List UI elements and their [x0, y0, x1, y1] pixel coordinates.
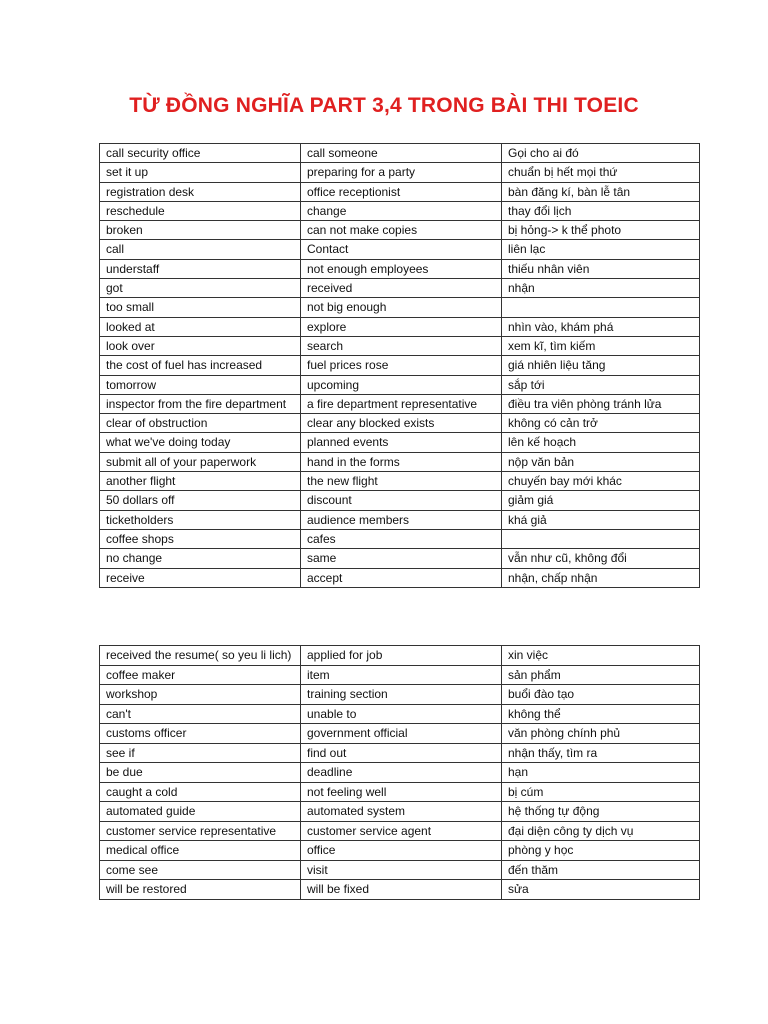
synonym-table-1-body [100, 144, 700, 588]
cell-english-phrase: reschedule [100, 201, 301, 220]
cell-english-phrase: no change [100, 549, 301, 568]
table-row [100, 336, 700, 355]
cell-synonym-phrase: explore [301, 317, 502, 336]
cell-synonym-phrase: customer service agent [301, 821, 502, 841]
cell-english-phrase: receive [100, 568, 301, 587]
cell-synonym-phrase: the new flight [301, 472, 502, 491]
cell-english-phrase: be due [100, 763, 301, 783]
cell-english-phrase: can't [100, 704, 301, 724]
cell-english-phrase: another flight [100, 472, 301, 491]
cell-english-phrase: got [100, 279, 301, 298]
cell-english-phrase: see if [100, 743, 301, 763]
cell-synonym-phrase: not big enough [301, 298, 502, 317]
cell-vietnamese-meaning: vẫn như cũ, không đổi [502, 549, 700, 568]
cell-english-phrase: customer service representative [100, 821, 301, 841]
table-row [100, 356, 700, 375]
cell-vietnamese-meaning: nhận thấy, tìm ra [502, 743, 700, 763]
cell-synonym-phrase: Contact [301, 240, 502, 259]
table-row [100, 259, 700, 278]
cell-english-phrase: set it up [100, 163, 301, 182]
table-row [100, 221, 700, 240]
table-row [100, 144, 700, 163]
cell-vietnamese-meaning: không có cản trở [502, 414, 700, 433]
cell-english-phrase: call [100, 240, 301, 259]
cell-english-phrase: tomorrow [100, 375, 301, 394]
table-row [100, 163, 700, 182]
cell-synonym-phrase: change [301, 201, 502, 220]
cell-vietnamese-meaning: hệ thống tự động [502, 802, 700, 822]
cell-vietnamese-meaning: giảm giá [502, 491, 700, 510]
cell-synonym-phrase: clear any blocked exists [301, 414, 502, 433]
cell-english-phrase: medical office [100, 841, 301, 861]
table-row [100, 298, 700, 317]
table-row [100, 433, 700, 452]
table-row [100, 182, 700, 201]
table-row [100, 841, 700, 861]
cell-synonym-phrase: deadline [301, 763, 502, 783]
cell-synonym-phrase: office [301, 841, 502, 861]
cell-vietnamese-meaning: khá giả [502, 510, 700, 529]
cell-vietnamese-meaning: sắp tới [502, 375, 700, 394]
table-row [100, 549, 700, 568]
cell-english-phrase: coffee shops [100, 529, 301, 548]
cell-vietnamese-meaning [502, 529, 700, 548]
cell-vietnamese-meaning: buổi đào tạo [502, 685, 700, 705]
table-row [100, 568, 700, 587]
cell-synonym-phrase: hand in the forms [301, 452, 502, 471]
synonym-table-2 [99, 645, 700, 900]
table-row [100, 529, 700, 548]
table-row [100, 375, 700, 394]
cell-synonym-phrase: not enough employees [301, 259, 502, 278]
table-row [100, 665, 700, 685]
cell-synonym-phrase: a fire department representative [301, 394, 502, 413]
table-row [100, 510, 700, 529]
table-row [100, 201, 700, 220]
cell-synonym-phrase: not feeling well [301, 782, 502, 802]
table-row [100, 491, 700, 510]
cell-synonym-phrase: fuel prices rose [301, 356, 502, 375]
cell-synonym-phrase: find out [301, 743, 502, 763]
cell-vietnamese-meaning: đến thăm [502, 860, 700, 880]
cell-vietnamese-meaning: thiếu nhân viên [502, 259, 700, 278]
table-row [100, 279, 700, 298]
table-row [100, 240, 700, 259]
cell-english-phrase: what we've doing today [100, 433, 301, 452]
cell-synonym-phrase: office receptionist [301, 182, 502, 201]
cell-english-phrase: clear of obstruction [100, 414, 301, 433]
cell-english-phrase: customs officer [100, 724, 301, 744]
cell-synonym-phrase: cafes [301, 529, 502, 548]
cell-english-phrase: broken [100, 221, 301, 240]
cell-synonym-phrase: can not make copies [301, 221, 502, 240]
cell-english-phrase: ticketholders [100, 510, 301, 529]
cell-english-phrase: understaff [100, 259, 301, 278]
cell-synonym-phrase: applied for job [301, 646, 502, 666]
cell-english-phrase: looked at [100, 317, 301, 336]
table-row [100, 880, 700, 900]
cell-synonym-phrase: call someone [301, 144, 502, 163]
cell-vietnamese-meaning: phòng y học [502, 841, 700, 861]
document-title: TỪ ĐỒNG NGHĨA PART 3,4 TRONG BÀI THI TOEIC [129, 94, 639, 117]
cell-synonym-phrase: unable to [301, 704, 502, 724]
table-row [100, 472, 700, 491]
cell-synonym-phrase: training section [301, 685, 502, 705]
cell-english-phrase: the cost of fuel has increased [100, 356, 301, 375]
table-row [100, 743, 700, 763]
cell-synonym-phrase: search [301, 336, 502, 355]
cell-synonym-phrase: item [301, 665, 502, 685]
cell-vietnamese-meaning: Gọi cho ai đó [502, 144, 700, 163]
cell-english-phrase: received the resume( so yeu li lich) [100, 646, 301, 666]
cell-synonym-phrase: same [301, 549, 502, 568]
cell-vietnamese-meaning: không thể [502, 704, 700, 724]
cell-english-phrase: coffee maker [100, 665, 301, 685]
cell-english-phrase: workshop [100, 685, 301, 705]
table-row [100, 802, 700, 822]
table-row [100, 860, 700, 880]
cell-synonym-phrase: visit [301, 860, 502, 880]
cell-english-phrase: 50 dollars off [100, 491, 301, 510]
cell-english-phrase: caught a cold [100, 782, 301, 802]
cell-vietnamese-meaning: bàn đăng kí, bàn lễ tân [502, 182, 700, 201]
cell-synonym-phrase: upcoming [301, 375, 502, 394]
table-row [100, 704, 700, 724]
cell-vietnamese-meaning: sản phẩm [502, 665, 700, 685]
cell-vietnamese-meaning: xin việc [502, 646, 700, 666]
cell-synonym-phrase: preparing for a party [301, 163, 502, 182]
cell-english-phrase: inspector from the fire department [100, 394, 301, 413]
cell-english-phrase: registration desk [100, 182, 301, 201]
cell-synonym-phrase: will be fixed [301, 880, 502, 900]
cell-vietnamese-meaning: chuyến bay mới khác [502, 472, 700, 491]
table-row [100, 414, 700, 433]
cell-synonym-phrase: audience members [301, 510, 502, 529]
cell-vietnamese-meaning: giá nhiên liệu tăng [502, 356, 700, 375]
table-row [100, 646, 700, 666]
cell-vietnamese-meaning: bị hỏng-> k thể photo [502, 221, 700, 240]
table-row [100, 317, 700, 336]
cell-vietnamese-meaning: thay đổi lịch [502, 201, 700, 220]
synonym-table-2-body [100, 646, 700, 900]
cell-vietnamese-meaning: đại diện công ty dịch vụ [502, 821, 700, 841]
cell-vietnamese-meaning: sửa [502, 880, 700, 900]
cell-vietnamese-meaning: chuẩn bị hết mọi thứ [502, 163, 700, 182]
table-row [100, 724, 700, 744]
table-row [100, 782, 700, 802]
table-row [100, 821, 700, 841]
cell-english-phrase: submit all of your paperwork [100, 452, 301, 471]
cell-vietnamese-meaning: bị cúm [502, 782, 700, 802]
table-row [100, 763, 700, 783]
table-row [100, 685, 700, 705]
cell-synonym-phrase: discount [301, 491, 502, 510]
cell-english-phrase: will be restored [100, 880, 301, 900]
cell-english-phrase: come see [100, 860, 301, 880]
cell-vietnamese-meaning: văn phòng chính phủ [502, 724, 700, 744]
cell-english-phrase: too small [100, 298, 301, 317]
table-row [100, 452, 700, 471]
cell-synonym-phrase: automated system [301, 802, 502, 822]
cell-english-phrase: look over [100, 336, 301, 355]
table-row [100, 394, 700, 413]
cell-synonym-phrase: government official [301, 724, 502, 744]
cell-vietnamese-meaning [502, 298, 700, 317]
cell-vietnamese-meaning: nhìn vào, khám phá [502, 317, 700, 336]
cell-vietnamese-meaning: nhận, chấp nhận [502, 568, 700, 587]
cell-synonym-phrase: accept [301, 568, 502, 587]
cell-vietnamese-meaning: liên lạc [502, 240, 700, 259]
cell-vietnamese-meaning: xem kĩ, tìm kiếm [502, 336, 700, 355]
cell-synonym-phrase: planned events [301, 433, 502, 452]
cell-vietnamese-meaning: nhận [502, 279, 700, 298]
cell-vietnamese-meaning: lên kế hoạch [502, 433, 700, 452]
cell-english-phrase: call security office [100, 144, 301, 163]
cell-synonym-phrase: received [301, 279, 502, 298]
cell-vietnamese-meaning: điều tra viên phòng tránh lửa [502, 394, 700, 413]
cell-vietnamese-meaning: nộp văn bản [502, 452, 700, 471]
synonym-table-1 [99, 143, 700, 588]
cell-english-phrase: automated guide [100, 802, 301, 822]
cell-vietnamese-meaning: hạn [502, 763, 700, 783]
